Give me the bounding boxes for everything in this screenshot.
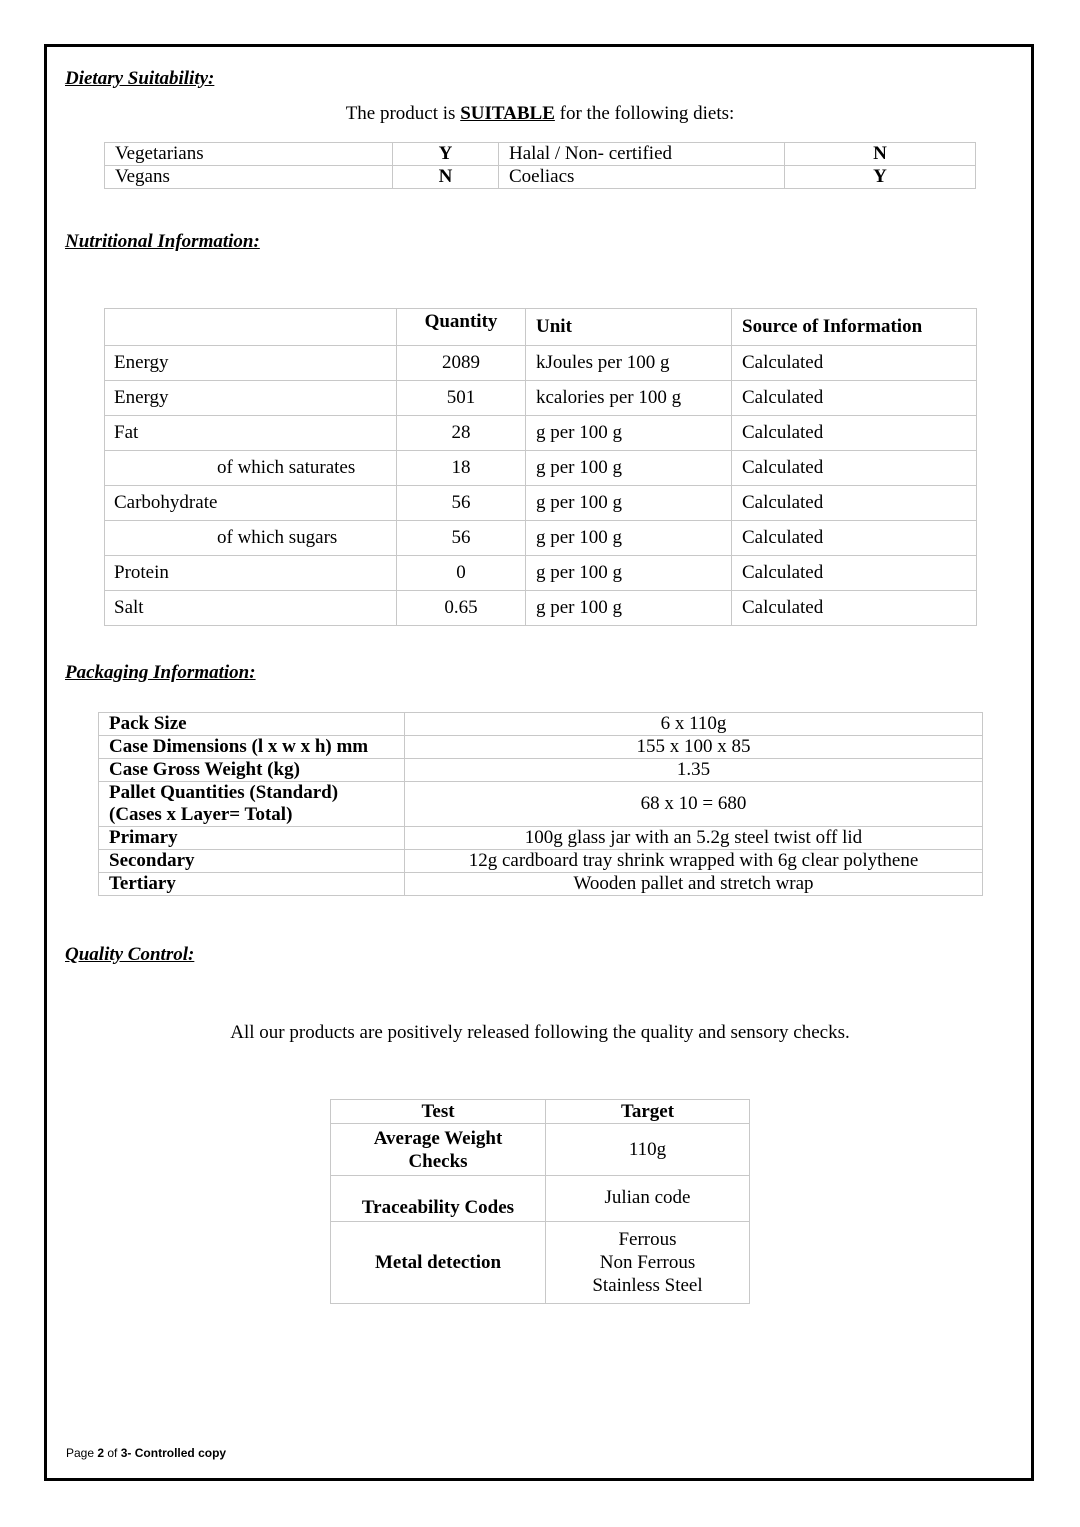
table-row <box>105 591 977 626</box>
table-row <box>331 1124 750 1176</box>
quality-statement: All our products are positively released following the quality and sensory checks. <box>230 1022 850 1043</box>
nutrient-source: Calculated <box>732 416 977 451</box>
nutrient-name: Energy <box>105 346 397 381</box>
nutrient-unit: g per 100 g <box>526 451 732 486</box>
page-footer <box>66 1446 226 1460</box>
packaging-value: 155 x 100 x 85 <box>405 736 983 759</box>
nutrient-unit: g per 100 g <box>526 416 732 451</box>
packaging-value: 68 x 10 = 680 <box>405 782 983 827</box>
nutrient-quantity: 28 <box>397 416 526 451</box>
nutrient-unit: kcalories per 100 g <box>526 381 732 416</box>
nutrient-quantity: 56 <box>397 486 526 521</box>
nutrient-unit: g per 100 g <box>526 591 732 626</box>
nutrient-source: Calculated <box>732 591 977 626</box>
packaging-key: Secondary <box>99 850 405 873</box>
table-row <box>105 416 977 451</box>
nutrient-name: Energy <box>105 381 397 416</box>
footer-page-total: 3 <box>120 1446 128 1460</box>
table-row <box>99 873 983 896</box>
dietary-table <box>104 142 976 189</box>
header-blank <box>105 309 397 346</box>
table-row <box>105 381 977 416</box>
nutrient-source: Calculated <box>732 451 977 486</box>
table-row <box>105 346 977 381</box>
dietary-intro-text: The product is <box>345 103 461 124</box>
footer-suffix: - Controlled copy <box>127 1446 227 1460</box>
nutrient-source: Calculated <box>732 486 977 521</box>
qc-target <box>546 1222 750 1304</box>
nutrient-unit: g per 100 g <box>526 521 732 556</box>
packaging-key: Primary <box>99 827 405 850</box>
dietary-intro <box>0 103 1080 125</box>
dietary-intro-emphasis: SUITABLE <box>460 103 555 124</box>
header-target: Target <box>546 1100 750 1124</box>
nutrient-name: of which saturates <box>105 451 397 486</box>
nutrient-quantity: 18 <box>397 451 526 486</box>
packaging-key-multiline <box>99 782 405 827</box>
table-row <box>105 451 977 486</box>
table-row <box>99 736 983 759</box>
quality-heading: Quality Control: <box>65 944 195 965</box>
nutrition-table <box>104 308 977 626</box>
qc-target-line: Non Ferrous <box>599 1252 696 1273</box>
table-row <box>99 827 983 850</box>
qc-target-line: Stainless Steel <box>592 1275 703 1296</box>
nutrient-unit: g per 100 g <box>526 486 732 521</box>
table-row <box>105 166 976 189</box>
nutrient-name: of which sugars <box>105 521 397 556</box>
nutrient-source: Calculated <box>732 521 977 556</box>
diet-value: N <box>393 166 499 189</box>
nutrient-quantity: 0.65 <box>397 591 526 626</box>
diet-value: N <box>785 143 976 166</box>
packaging-key-line: (Cases x Layer= Total) <box>109 804 293 825</box>
qc-test <box>331 1124 546 1176</box>
table-row <box>331 1222 750 1304</box>
packaging-value: Wooden pallet and stretch wrap <box>405 873 983 896</box>
footer-of: of <box>104 1446 121 1460</box>
packaging-value: 1.35 <box>405 759 983 782</box>
header-quantity: Quantity <box>397 309 526 346</box>
table-row <box>105 521 977 556</box>
packaging-key: Case Gross Weight (kg) <box>99 759 405 782</box>
table-header-row <box>331 1100 750 1124</box>
packaging-value: 6 x 110g <box>405 713 983 736</box>
quality-table <box>330 1099 750 1304</box>
nutrient-unit: g per 100 g <box>526 556 732 591</box>
diet-label: Vegetarians <box>105 143 393 166</box>
header-source: Source of Information <box>732 309 977 346</box>
packaging-key: Tertiary <box>99 873 405 896</box>
diet-label: Coeliacs <box>499 166 785 189</box>
dietary-heading: Dietary Suitability: <box>65 68 215 89</box>
header-unit: Unit <box>526 309 732 346</box>
table-row <box>99 850 983 873</box>
qc-test: Metal detection <box>331 1222 546 1304</box>
diet-label: Vegans <box>105 166 393 189</box>
packaging-table <box>98 712 983 896</box>
table-row <box>105 486 977 521</box>
packaging-value: 100g glass jar with an 5.2g steel twist off lid <box>405 827 983 850</box>
table-row <box>331 1176 750 1222</box>
nutrient-quantity: 2089 <box>397 346 526 381</box>
nutrient-source: Calculated <box>732 381 977 416</box>
packaging-heading: Packaging Information: <box>65 662 256 683</box>
packaging-key: Case Dimensions (l x w x h) mm <box>99 736 405 759</box>
nutrient-name: Carbohydrate <box>105 486 397 521</box>
nutrient-quantity: 501 <box>397 381 526 416</box>
dietary-intro-text-end: for the following diets: <box>554 103 735 124</box>
table-row <box>105 143 976 166</box>
nutrient-quantity: 0 <box>397 556 526 591</box>
diet-value: Y <box>393 143 499 166</box>
qc-target: Julian code <box>546 1176 750 1222</box>
diet-label: Halal / Non- certified <box>499 143 785 166</box>
table-row <box>99 759 983 782</box>
qc-test-line: Average Weight <box>373 1127 503 1149</box>
header-test: Test <box>331 1100 546 1124</box>
nutrient-source: Calculated <box>732 346 977 381</box>
table-row <box>99 713 983 736</box>
table-row <box>99 782 983 827</box>
nutrient-name: Protein <box>105 556 397 591</box>
packaging-value: 12g cardboard tray shrink wrapped with 6g clear polythene <box>405 850 983 873</box>
diet-value: Y <box>785 166 976 189</box>
nutrient-unit: kJoules per 100 g <box>526 346 732 381</box>
footer-page-number: 2 <box>97 1446 105 1460</box>
qc-target-line: Ferrous <box>618 1229 677 1250</box>
table-header-row <box>105 309 977 346</box>
table-row <box>105 556 977 591</box>
nutrient-quantity: 56 <box>397 521 526 556</box>
nutrient-name: Salt <box>105 591 397 626</box>
qc-test: Traceability Codes <box>331 1176 546 1222</box>
nutrient-source: Calculated <box>732 556 977 591</box>
qc-target: 110g <box>546 1124 750 1176</box>
footer-prefix: Page <box>66 1446 98 1460</box>
qc-test-line: Checks <box>408 1150 468 1172</box>
nutrition-heading: Nutritional Information: <box>65 231 260 252</box>
nutrient-name: Fat <box>105 416 397 451</box>
packaging-key: Pack Size <box>99 713 405 736</box>
packaging-key-line: Pallet Quantities (Standard) <box>109 782 339 803</box>
